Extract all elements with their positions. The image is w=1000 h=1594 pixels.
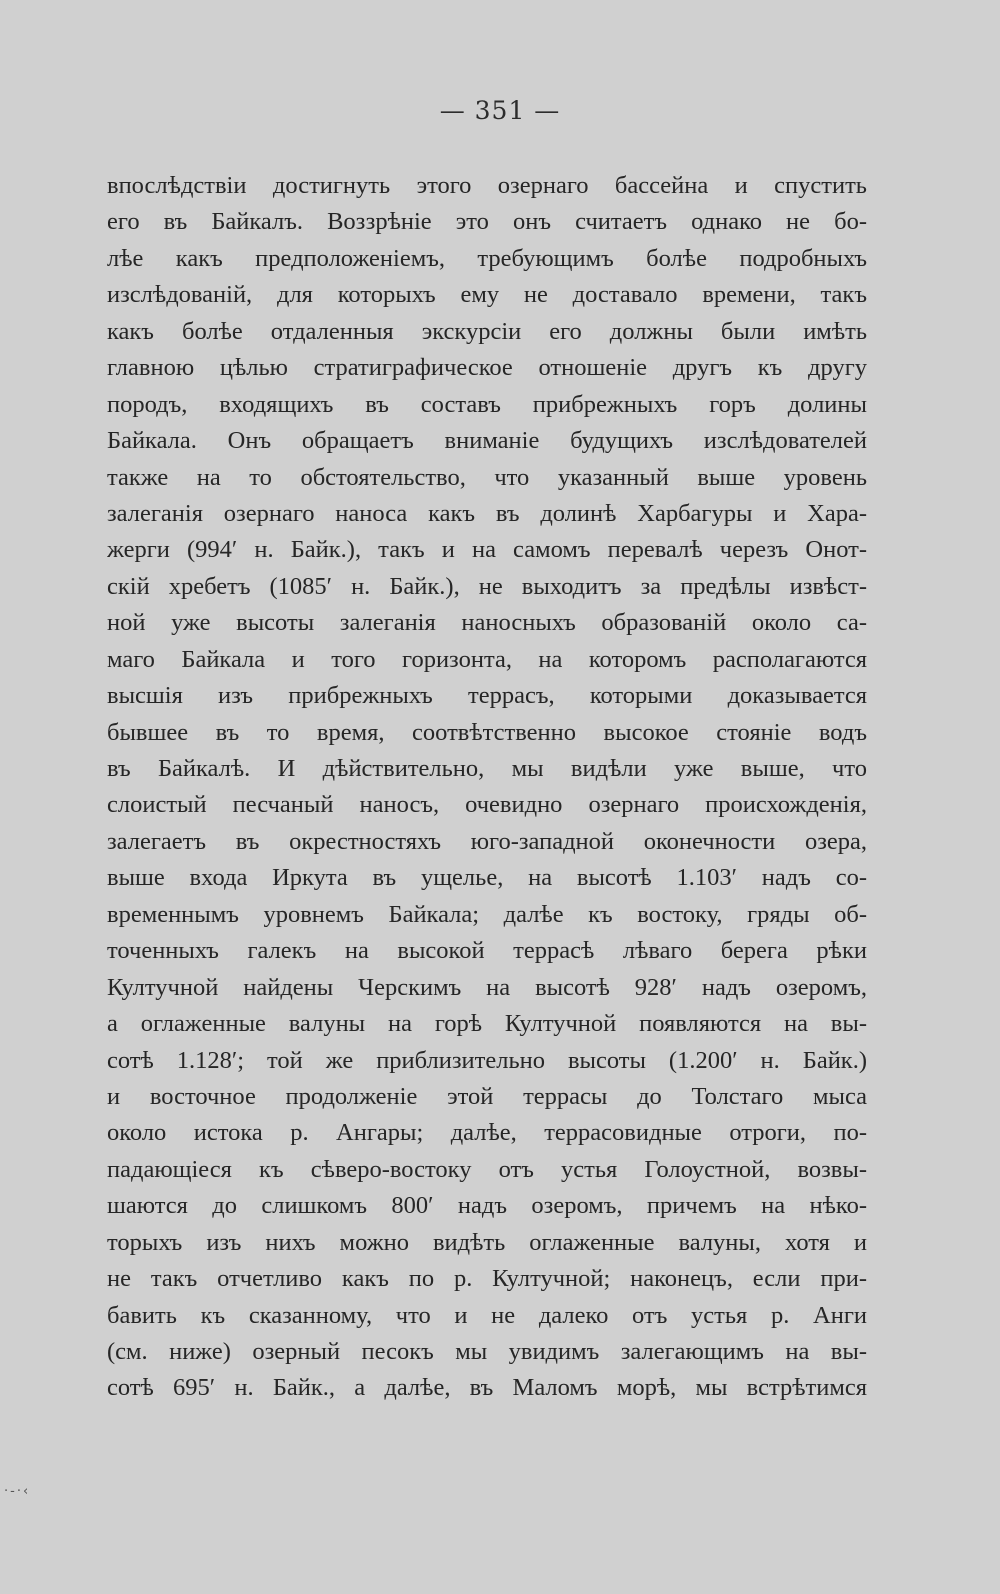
text-line: торыхъ изъ нихъ можно видѣть оглаженные валуны, хотя и	[107, 1228, 867, 1256]
text-line: падающіеся къ сѣверо-востоку отъ устья Голоустной, возвы-	[107, 1155, 867, 1183]
text-line: также на то обстоятельство, что указанный выше уровень	[107, 463, 867, 491]
text-line: породъ, входящихъ въ составъ прибрежныхъ горъ долины	[107, 390, 867, 418]
text-line: въ Байкалѣ. И дѣйствительно, мы видѣли уже выше, что	[107, 755, 867, 782]
text-line: впослѣдствіи достигнуть этого озернаго бассейна и спустить	[107, 172, 867, 199]
text-line: сотѣ 695′ н. Байк., а далѣе, въ Маломъ морѣ, мы встрѣтимся	[107, 1374, 867, 1402]
text-line: бавить къ сказанному, что и не далеко отъ устья р. Анги	[107, 1301, 867, 1329]
text-line: залеганія озернаго наноса какъ въ долинѣ Харбагуры и Хара-	[107, 499, 867, 527]
text-line: изслѣдованій, для которыхъ ему не доставало времени, такъ	[107, 281, 867, 309]
text-line: его въ Байкалъ. Воззрѣніе это онъ считаетъ однако не бо-	[107, 208, 867, 236]
page-number: — 351 —	[439, 96, 561, 125]
body-text	[107, 168, 867, 1407]
text-line: сотѣ 1.128′; той же приблизительно высоты (1.200′ н. Байк.)	[107, 1046, 867, 1074]
text-line: жерги (994′ н. Байк.), такъ и на самомъ перевалѣ черезъ Онот-	[107, 536, 867, 564]
text-line: а оглаженные валуны на горѣ Култучной появляются на вы-	[107, 1010, 867, 1038]
text-line: какъ болѣе отдаленныя экскурсіи его должны были имѣть	[107, 317, 867, 345]
text-line: и восточное продолженіе этой террасы до Толстаго мыса	[107, 1082, 867, 1110]
text-line: Байкала. Онъ обращаетъ вниманіе будущихъ изслѣдователей	[107, 427, 867, 455]
text-line: маго Байкала и того горизонта, на которомъ располагаются	[107, 645, 867, 673]
text-line: (см. ниже) озерный песокъ мы увидимъ залегающимъ на вы-	[107, 1338, 867, 1365]
text-line: шаются до слишкомъ 800′ надъ озеромъ, причемъ на нѣко-	[107, 1192, 867, 1220]
text-line: лѣе какъ предположеніемъ, требующимъ болѣе подробныхъ	[107, 244, 867, 272]
text-line: скій хребетъ (1085′ н. Байк.), не выходитъ за предѣлы извѣст-	[107, 572, 867, 600]
text-line: Култучной найдены Черскимъ на высотѣ 928′ надъ озеромъ,	[107, 973, 867, 1001]
text-line: около истока р. Ангары; далѣе, террасовидные отроги, по-	[107, 1119, 867, 1147]
text-line: главною цѣлью стратиграфическое отношеніе другъ къ другу	[107, 354, 867, 382]
text-line: бывшее въ то время, соотвѣтственно высокое стояніе водъ	[107, 718, 867, 746]
text-line: высшія изъ прибрежныхъ террасъ, которыми доказывается	[107, 682, 867, 710]
text-line: залегаетъ въ окрестностяхъ юго-западной оконечности озера,	[107, 827, 867, 855]
text-line: слоистый песчаный наносъ, очевидно озернаго происхожденія,	[107, 791, 867, 819]
text-line: ной уже высоты залеганія наносныхъ образованій около са-	[107, 609, 867, 637]
text-line: выше входа Иркута въ ущелье, на высотѣ 1.103′ надъ со-	[107, 864, 867, 892]
text-line: точенныхъ галекъ на высокой террасѣ лѣваго берега рѣки	[107, 937, 867, 965]
margin-mark: ·-·‹	[4, 1484, 31, 1499]
text-line: не такъ отчетливо какъ по р. Култучной; наконецъ, если при-	[107, 1265, 867, 1293]
text-line: временнымъ уровнемъ Байкала; далѣе къ востоку, гряды об-	[107, 900, 867, 928]
